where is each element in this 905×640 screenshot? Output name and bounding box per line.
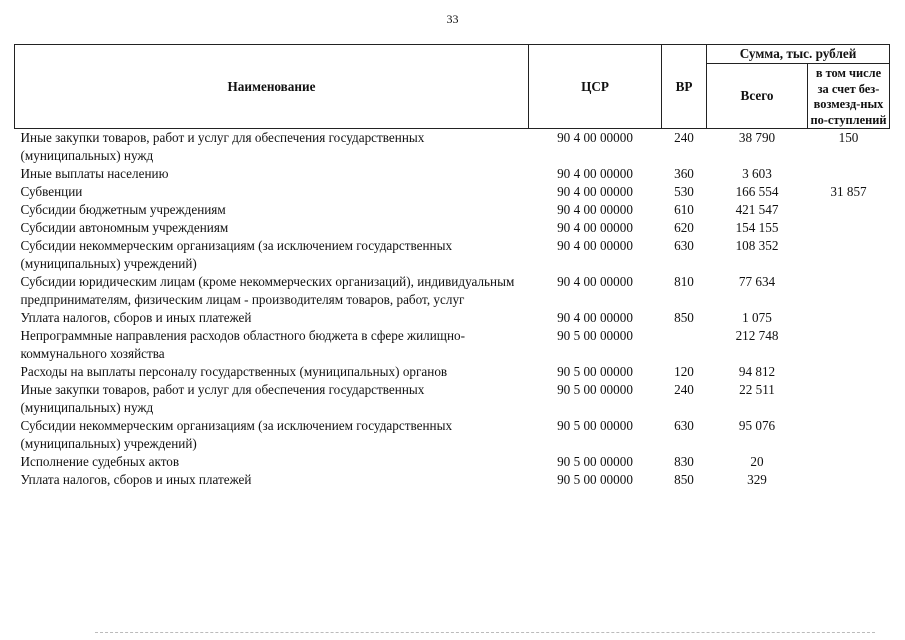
row-name: Субсидии некоммерческим организациям (за исключением государственных (муниципальных) учреждений) <box>20 418 453 452</box>
row-vr: 850 <box>674 472 694 488</box>
row-name: Расходы на выплаты персоналу государственных (муниципальных) органов <box>20 364 448 380</box>
row-vr: 810 <box>674 274 694 290</box>
row-free: 31 857 <box>830 184 867 200</box>
row-name: Субсидии юридическим лицам (кроме некоммерческих организаций), индивидуальным предпринимателям, физическим лицам - производителям товаров, работ, услуг <box>20 274 515 308</box>
row-free: 150 <box>838 130 859 146</box>
row-name: Иные выплаты населению <box>20 166 169 182</box>
row-name: Субвенции <box>20 184 83 200</box>
row-csr: 90 5 00 00000 <box>557 454 633 470</box>
table-row <box>15 165 890 183</box>
row-csr: 90 5 00 00000 <box>557 328 633 344</box>
table-row <box>15 417 890 453</box>
table-row <box>15 327 890 363</box>
table-row <box>15 219 890 237</box>
table-row <box>15 381 890 417</box>
header-csr: ЦСР <box>529 45 662 129</box>
row-name: Субсидии бюджетным учреждениям <box>20 202 226 218</box>
row-free <box>808 237 890 273</box>
row-name: Уплата налогов, сборов и иных платежей <box>20 310 252 326</box>
row-vr: 850 <box>674 310 694 326</box>
row-vr <box>662 327 707 363</box>
budget-table <box>14 44 890 489</box>
row-total: 108 352 <box>735 238 779 254</box>
row-csr: 90 4 00 00000 <box>557 166 633 182</box>
row-vr: 630 <box>674 238 694 254</box>
row-csr: 90 4 00 00000 <box>557 130 633 146</box>
table-row <box>15 129 890 166</box>
row-total: 421 547 <box>735 202 779 218</box>
table-header <box>15 45 890 129</box>
row-csr: 90 5 00 00000 <box>557 418 633 434</box>
row-free <box>808 219 890 237</box>
row-free <box>808 273 890 309</box>
header-name: Наименование <box>15 45 529 129</box>
row-csr: 90 4 00 00000 <box>557 202 633 218</box>
row-name: Иные закупки товаров, работ и услуг для обеспечения государственных (муниципальных) нужд <box>20 130 425 164</box>
row-total: 154 155 <box>735 220 779 236</box>
row-total: 77 634 <box>738 274 776 290</box>
row-free <box>808 417 890 453</box>
row-total: 94 812 <box>738 364 776 380</box>
row-free <box>808 363 890 381</box>
row-vr: 830 <box>674 454 694 470</box>
page-number: 33 <box>446 12 459 26</box>
footer-divider <box>95 632 875 633</box>
table-row <box>15 363 890 381</box>
table-row <box>15 237 890 273</box>
row-total: 22 511 <box>739 382 775 398</box>
row-total: 329 <box>747 472 767 488</box>
row-csr: 90 4 00 00000 <box>557 220 633 236</box>
row-total: 3 603 <box>742 166 772 182</box>
row-csr: 90 4 00 00000 <box>557 238 633 254</box>
row-csr: 90 4 00 00000 <box>557 310 633 326</box>
row-free <box>808 471 890 489</box>
row-vr: 630 <box>674 418 694 434</box>
row-csr: 90 5 00 00000 <box>557 472 633 488</box>
row-free <box>808 327 890 363</box>
row-free <box>808 165 890 183</box>
row-csr: 90 5 00 00000 <box>557 364 633 380</box>
header-sum: Сумма, тыс. рублей <box>707 45 890 64</box>
row-total: 38 790 <box>738 130 776 146</box>
row-csr: 90 4 00 00000 <box>557 274 633 290</box>
row-csr: 90 4 00 00000 <box>557 184 633 200</box>
row-free <box>808 201 890 219</box>
table-row <box>15 309 890 327</box>
row-total: 1 075 <box>742 310 772 326</box>
row-vr: 620 <box>674 220 694 236</box>
header-free: в том числе за счет без-возмезд-ных по-ступлений <box>808 64 890 129</box>
table-row <box>15 453 890 471</box>
row-free <box>808 381 890 417</box>
row-vr: 610 <box>674 202 694 218</box>
table-row <box>15 201 890 219</box>
row-free <box>808 453 890 471</box>
row-total: 212 748 <box>735 328 779 344</box>
row-name: Иные закупки товаров, работ и услуг для обеспечения государственных (муниципальных) нужд <box>20 382 425 416</box>
table-body <box>15 129 890 490</box>
table-row <box>15 471 890 489</box>
table-row <box>15 183 890 201</box>
row-name: Субсидии автономным учреждениям <box>20 220 229 236</box>
row-name: Исполнение судебных актов <box>20 454 180 470</box>
row-vr: 360 <box>674 166 694 182</box>
header-total: Всего <box>707 64 808 129</box>
row-total: 20 <box>750 454 764 470</box>
row-vr: 240 <box>674 130 694 146</box>
row-total: 166 554 <box>735 184 779 200</box>
row-name: Непрограммные направления расходов областного бюджета в сфере жилищно-коммунального хозяйства <box>20 328 465 362</box>
table-row <box>15 273 890 309</box>
row-vr: 240 <box>674 382 694 398</box>
row-vr: 530 <box>674 184 694 200</box>
row-name: Субсидии некоммерческим организациям (за исключением государственных (муниципальных) учреждений) <box>20 238 453 272</box>
row-csr: 90 5 00 00000 <box>557 382 633 398</box>
row-total: 95 076 <box>738 418 776 434</box>
row-free <box>808 309 890 327</box>
header-vr: ВР <box>662 45 707 129</box>
row-name: Уплата налогов, сборов и иных платежей <box>20 472 252 488</box>
row-vr: 120 <box>674 364 694 380</box>
